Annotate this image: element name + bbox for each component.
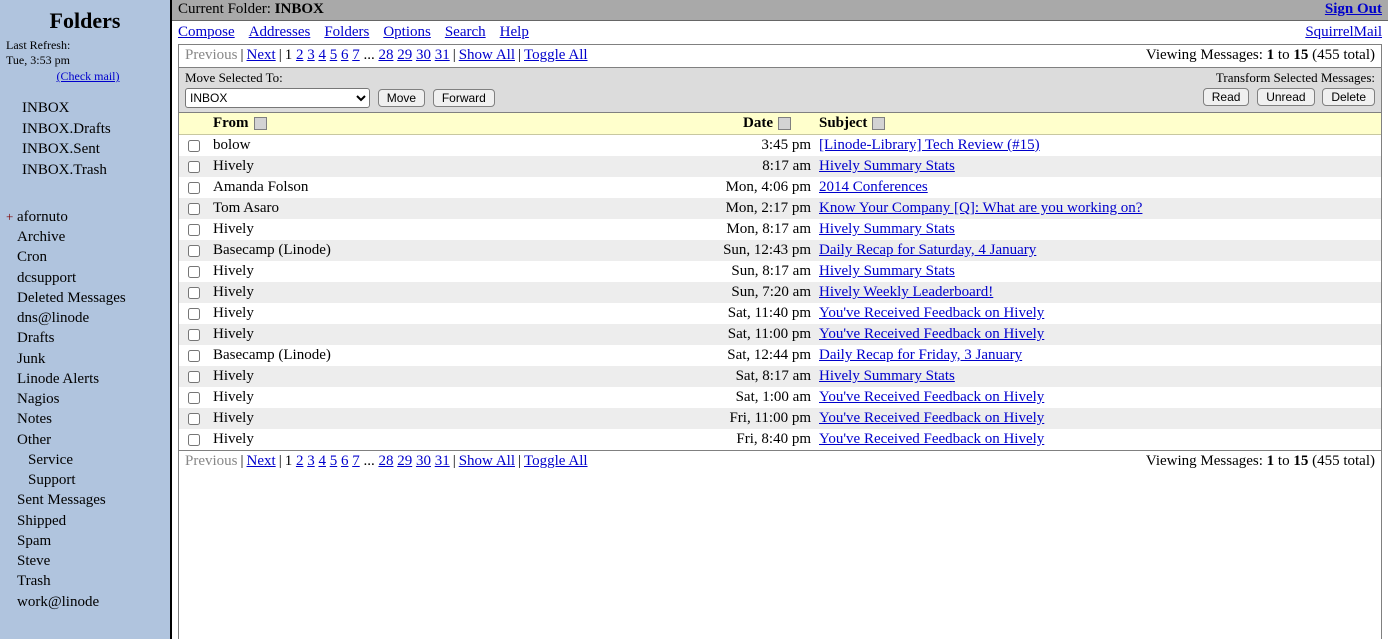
row-date: Sun, 7:20 am [731,284,811,300]
pager-bottom-status [1146,453,1375,470]
menu-item-addresses[interactable]: Addresses [248,24,311,40]
pager-page-31[interactable]: 31 [434,47,450,63]
pager-toggle-all[interactable]: Toggle All [524,453,588,469]
pager-show-all[interactable]: Show All [458,47,515,63]
last-refresh-time: Tue, 3:53 pm [6,53,70,67]
folder-link[interactable]: Archive [17,229,66,245]
row-checkbox-cell[interactable] [179,366,209,387]
sign-out-link[interactable]: Sign Out [1324,1,1382,17]
main-menu-links [178,24,543,41]
pager-bottom [179,450,1381,473]
row-checkbox[interactable] [188,140,200,152]
delete-button[interactable]: Delete [1322,88,1375,106]
row-subject[interactable] [815,240,1381,261]
folder-link[interactable]: dns@linode [17,310,90,326]
sort-date-icon[interactable] [778,117,791,130]
mark-read-button[interactable]: Read [1203,88,1250,106]
row-date: Sat, 1:00 am [735,389,811,405]
row-subject-link[interactable]: Hively Summary Stats [819,221,955,237]
move-button[interactable]: Move [378,89,425,107]
table-row[interactable] [179,387,1381,408]
row-date: Sun, 8:17 am [731,263,811,279]
viewing-range-start: 1 [1266,453,1275,469]
row-date: 8:17 am [762,158,811,174]
folder-item[interactable] [6,268,170,288]
pager-page-28[interactable]: 28 [378,47,394,63]
row-subject[interactable] [815,135,1381,157]
message-table-body [179,135,1381,451]
row-from: Hively [213,326,254,342]
pager-page-29[interactable]: 29 [397,47,413,63]
row-subject[interactable] [815,387,1381,408]
row-checkbox[interactable] [188,329,200,341]
main-menu [172,21,1388,44]
folder-link[interactable]: Cron [17,249,47,266]
pager-next[interactable]: Next [246,47,276,63]
folder-link[interactable]: Drafts [17,330,55,347]
row-from: Hively [213,368,254,384]
sidebar-link-inbox[interactable]: INBOX [22,100,70,116]
folder-item[interactable] [6,511,170,531]
folder-item[interactable] [6,430,170,450]
mark-unread-button[interactable]: Unread [1257,88,1314,106]
row-from: Hively [213,410,254,426]
row-from: Hively [213,389,254,405]
pager-page-7[interactable]: 7 [352,47,360,63]
viewing-label: Viewing Messages: [1145,453,1263,469]
row-checkbox-cell[interactable] [179,261,209,282]
folder-item[interactable] [6,349,170,369]
brand-link[interactable]: SquirrelMail [1305,24,1382,40]
table-row[interactable] [179,240,1381,261]
folder-link[interactable]: Spam [17,532,52,549]
folder-link[interactable]: Trash [17,573,51,590]
row-checkbox[interactable] [188,182,200,194]
viewing-total: (455 total) [1312,453,1375,469]
menu-item-folders[interactable]: Folders [324,24,370,40]
table-row[interactable] [179,324,1381,345]
folder-item[interactable] [6,592,170,612]
pager-next[interactable]: Next [246,453,276,469]
menu-item-help[interactable]: Help [499,24,529,40]
transform-label: Transform Selected Messages: [1215,70,1375,85]
message-list-panel [178,44,1382,639]
row-subject-link[interactable]: Know Your Company [Q]: What are you working on? [819,200,1143,216]
row-subject[interactable] [815,198,1381,219]
row-subject-link[interactable]: Daily Recap for Saturday, 4 January [819,242,1037,258]
folder-item[interactable] [6,531,170,551]
viewing-range-start: 1 [1266,47,1275,63]
expand-icon[interactable]: + [6,208,14,224]
move-folder-select[interactable] [185,88,370,108]
main-panel [172,0,1388,639]
header-date-label: Date [743,115,773,131]
folder-item[interactable] [6,207,170,227]
folder-link[interactable]: Junk [17,350,46,367]
forward-button[interactable]: Forward [433,89,495,107]
row-date: Mon, 8:17 am [726,221,811,237]
pager-page-5[interactable]: 5 [329,453,338,469]
viewing-range-mid: to [1277,453,1290,469]
last-refresh-label: Last Refresh: [6,38,71,52]
row-checkbox-cell[interactable] [179,198,209,219]
row-checkbox-cell[interactable] [179,303,209,324]
table-row[interactable] [179,282,1381,303]
table-row[interactable] [179,261,1381,282]
pager-page-5[interactable]: 5 [329,47,338,63]
row-date: Mon, 2:17 pm [725,200,811,216]
row-from: Hively [213,263,254,279]
row-from: Hively [213,305,254,321]
row-date: Mon, 4:06 pm [725,179,811,195]
pager-page-1: 1 [284,453,293,469]
folder-item[interactable] [6,389,170,409]
row-checkbox-cell[interactable] [179,177,209,198]
folder-item[interactable] [6,369,170,389]
row-checkbox-cell[interactable] [179,345,209,366]
pager-ellipsis: ... [363,47,375,63]
folder-item[interactable] [6,227,170,247]
header-from[interactable] [209,113,597,135]
folder-tree [0,207,170,612]
row-from: Basecamp (Linode) [213,242,331,258]
folder-link[interactable]: work@linode [17,593,100,610]
folder-item[interactable] [6,328,170,348]
folder-link[interactable]: dcsupport [17,269,77,286]
folder-link[interactable]: Service [28,451,73,468]
header-subject-label: Subject [819,115,868,131]
move-selected-label: Move Selected To: [185,70,283,85]
row-checkbox[interactable] [188,224,200,236]
message-table [179,113,1381,450]
row-subject-link[interactable]: Hively Summary Stats [819,368,955,384]
folder-link[interactable]: Sent Messages [17,492,106,509]
pager-previous: Previous [185,453,238,469]
table-row[interactable] [179,177,1381,198]
folder-item[interactable] [6,247,170,267]
folder-link[interactable]: Steve [17,553,51,569]
pager-top [179,45,1381,68]
folder-item[interactable] [6,450,170,470]
table-row[interactable] [179,135,1381,157]
row-checkbox[interactable] [188,434,200,446]
row-subject[interactable] [815,282,1381,303]
row-from: Amanda Folson [213,179,309,195]
folder-item[interactable] [6,571,170,591]
row-checkbox[interactable] [188,245,200,257]
row-subject-link[interactable]: You've Received Feedback on Hively [819,410,1045,426]
row-subject-link[interactable]: [Linode-Library] Tech Review (#15) [819,137,1040,153]
viewing-range-end: 15 [1293,47,1309,63]
pager-bottom-links: Previous | Next | 1 2 3 4 5 6 7 ... 28 29 30 31 | Show All | Toggle All [185,453,588,469]
pager-page-2[interactable]: 2 [295,47,304,63]
viewing-range-mid: to [1277,47,1290,63]
sidebar-item-inbox-trash[interactable] [22,160,170,181]
pager-page-2[interactable]: 2 [295,453,304,469]
row-checkbox-cell[interactable] [179,324,209,345]
folder-sidebar [0,0,172,639]
sort-from-icon[interactable] [254,117,267,130]
row-subject[interactable] [815,324,1381,345]
sidebar-item-inbox-drafts[interactable] [22,119,170,140]
folder-link[interactable]: Notes [17,411,52,428]
pager-page-1: 1 [284,47,293,63]
table-row[interactable] [179,429,1381,450]
folder-link[interactable]: Shipped [17,512,67,529]
row-from: Basecamp (Linode) [213,347,331,363]
row-from: Tom Asaro [213,200,280,216]
header-date[interactable] [597,113,815,135]
row-subject[interactable] [815,345,1381,366]
row-checkbox-cell[interactable] [179,387,209,408]
viewing-range-end: 15 [1293,453,1309,469]
folder-link[interactable]: Linode Alerts [17,370,100,387]
sidebar-item-inbox-sent[interactable] [22,139,170,160]
row-checkbox-cell[interactable] [179,408,209,429]
pager-top-links: Previous | Next | 1 2 3 4 5 6 7 ... 28 29 30 31 | Show All | Toggle All [185,47,588,63]
transform-group [1199,70,1375,108]
row-subject-link[interactable]: You've Received Feedback on Hively [819,431,1045,447]
folder-item[interactable] [6,551,170,571]
current-folder-bar [172,0,1388,21]
row-from: Hively [213,431,254,447]
row-subject-link[interactable]: Hively Weekly Leaderboard! [819,284,994,300]
folder-item[interactable] [6,470,170,490]
row-from: Hively [213,221,254,237]
pager-page-30[interactable]: 30 [415,453,431,469]
brand[interactable] [1305,24,1382,41]
folder-item[interactable] [6,288,170,308]
header-from-label: From [213,115,249,131]
row-checkbox[interactable] [188,287,200,299]
row-checkbox-cell[interactable] [179,156,209,177]
folder-link[interactable]: Nagios [17,391,60,407]
sidebar-item-inbox[interactable] [22,98,170,119]
row-checkbox[interactable] [188,203,200,215]
current-folder [178,1,324,18]
row-checkbox-cell[interactable] [179,282,209,303]
pager-page-28[interactable]: 28 [378,453,394,469]
row-subject[interactable] [815,219,1381,240]
move-bar [179,68,1381,113]
table-row[interactable] [179,408,1381,429]
row-subject[interactable] [815,156,1381,177]
folder-link[interactable]: Deleted Messages [17,289,126,306]
sidebar-link-inbox-trash[interactable]: INBOX.Trash [22,162,107,179]
row-checkbox[interactable] [188,350,200,362]
last-refresh-block [0,38,170,84]
row-date: Sat, 11:00 pm [727,326,811,342]
current-folder-name: INBOX [274,1,324,17]
row-date: 3:45 pm [761,137,811,153]
sort-subject-icon[interactable] [872,117,885,130]
pager-toggle-all[interactable]: Toggle All [524,47,588,63]
pager-page-4[interactable]: 4 [318,47,326,63]
folder-link[interactable]: Other [17,431,52,448]
sidebar-link-inbox-drafts[interactable]: INBOX.Drafts [22,120,111,137]
pager-page-29[interactable]: 29 [397,453,413,469]
sign-out[interactable] [1325,1,1382,18]
table-row[interactable] [179,366,1381,387]
header-select-all [179,113,209,135]
pager-page-31[interactable]: 31 [434,453,450,469]
row-checkbox[interactable] [188,308,200,320]
folder-item[interactable] [6,490,170,510]
sidebar-link-inbox-sent[interactable]: INBOX.Sent [22,141,100,158]
row-subject-link[interactable]: Hively Summary Stats [819,158,955,174]
row-checkbox-cell[interactable] [179,219,209,240]
current-folder-label: Current Folder: [178,1,271,17]
row-checkbox-cell[interactable] [179,240,209,261]
message-table-head [179,113,1381,135]
row-checkbox[interactable] [188,392,200,404]
viewing-total: (455 total) [1312,47,1375,63]
row-from: Hively [213,284,254,300]
row-checkbox[interactable] [188,266,200,278]
menu-item-compose[interactable]: Compose [178,24,235,40]
pager-top-status [1146,47,1375,64]
pager-page-7[interactable]: 7 [352,453,360,469]
row-date: Sun, 12:43 pm [723,242,811,258]
row-date: Fri, 8:40 pm [736,431,811,447]
row-checkbox-cell[interactable] [179,429,209,450]
viewing-label: Viewing Messages: [1145,47,1263,63]
special-folder-list [0,98,170,181]
folder-link[interactable]: afornuto [17,208,68,225]
table-row[interactable] [179,156,1381,177]
pager-page-6[interactable]: 6 [340,453,349,469]
table-row[interactable] [179,219,1381,240]
row-date: Sat, 12:44 pm [727,347,811,363]
row-checkbox[interactable] [188,371,200,383]
row-subject[interactable] [815,366,1381,387]
table-row[interactable] [179,198,1381,219]
move-selected-group [185,70,495,108]
folder-item[interactable] [6,308,170,328]
folder-link[interactable]: Support [28,472,76,488]
pager-page-30[interactable]: 30 [415,47,431,63]
row-checkbox[interactable] [188,413,200,425]
row-subject-link[interactable]: You've Received Feedback on Hively [819,326,1045,342]
row-subject[interactable] [815,408,1381,429]
row-from: bolow [213,137,251,153]
check-mail-link[interactable]: (Check mail) [56,69,120,83]
row-from: Hively [213,158,254,174]
check-mail-link-wrap [6,69,170,84]
row-checkbox-cell[interactable] [179,135,209,157]
pager-previous: Previous [185,47,238,63]
menu-item-search[interactable]: Search [444,24,486,40]
folder-item[interactable] [6,409,170,429]
row-subject-link[interactable]: Daily Recap for Friday, 3 January [819,347,1023,363]
header-subject[interactable] [815,113,1381,135]
pager-page-6[interactable]: 6 [340,47,349,63]
row-checkbox[interactable] [188,161,200,173]
folders-title: Folders [49,8,121,33]
pager-show-all[interactable]: Show All [458,453,515,469]
row-date: Sat, 11:40 pm [727,305,811,321]
pager-ellipsis: ... [363,453,375,469]
row-subject-link[interactable]: Hively Summary Stats [819,263,955,279]
row-subject[interactable] [815,261,1381,282]
row-subject[interactable] [815,429,1381,450]
row-subject[interactable] [815,303,1381,324]
message-table-header-row [179,113,1381,135]
pager-page-3[interactable]: 3 [307,453,315,469]
row-date: Sat, 8:17 am [735,368,811,384]
table-row[interactable] [179,303,1381,324]
row-subject-link[interactable]: 2014 Conferences [819,179,928,195]
row-subject-link[interactable]: You've Received Feedback on Hively [819,389,1045,405]
table-row[interactable] [179,345,1381,366]
row-date: Fri, 11:00 pm [729,410,811,426]
row-subject[interactable] [815,177,1381,198]
row-subject-link[interactable]: You've Received Feedback on Hively [819,305,1045,321]
pager-page-4[interactable]: 4 [318,453,326,469]
menu-item-options[interactable]: Options [383,24,431,40]
pager-page-3[interactable]: 3 [307,47,315,63]
